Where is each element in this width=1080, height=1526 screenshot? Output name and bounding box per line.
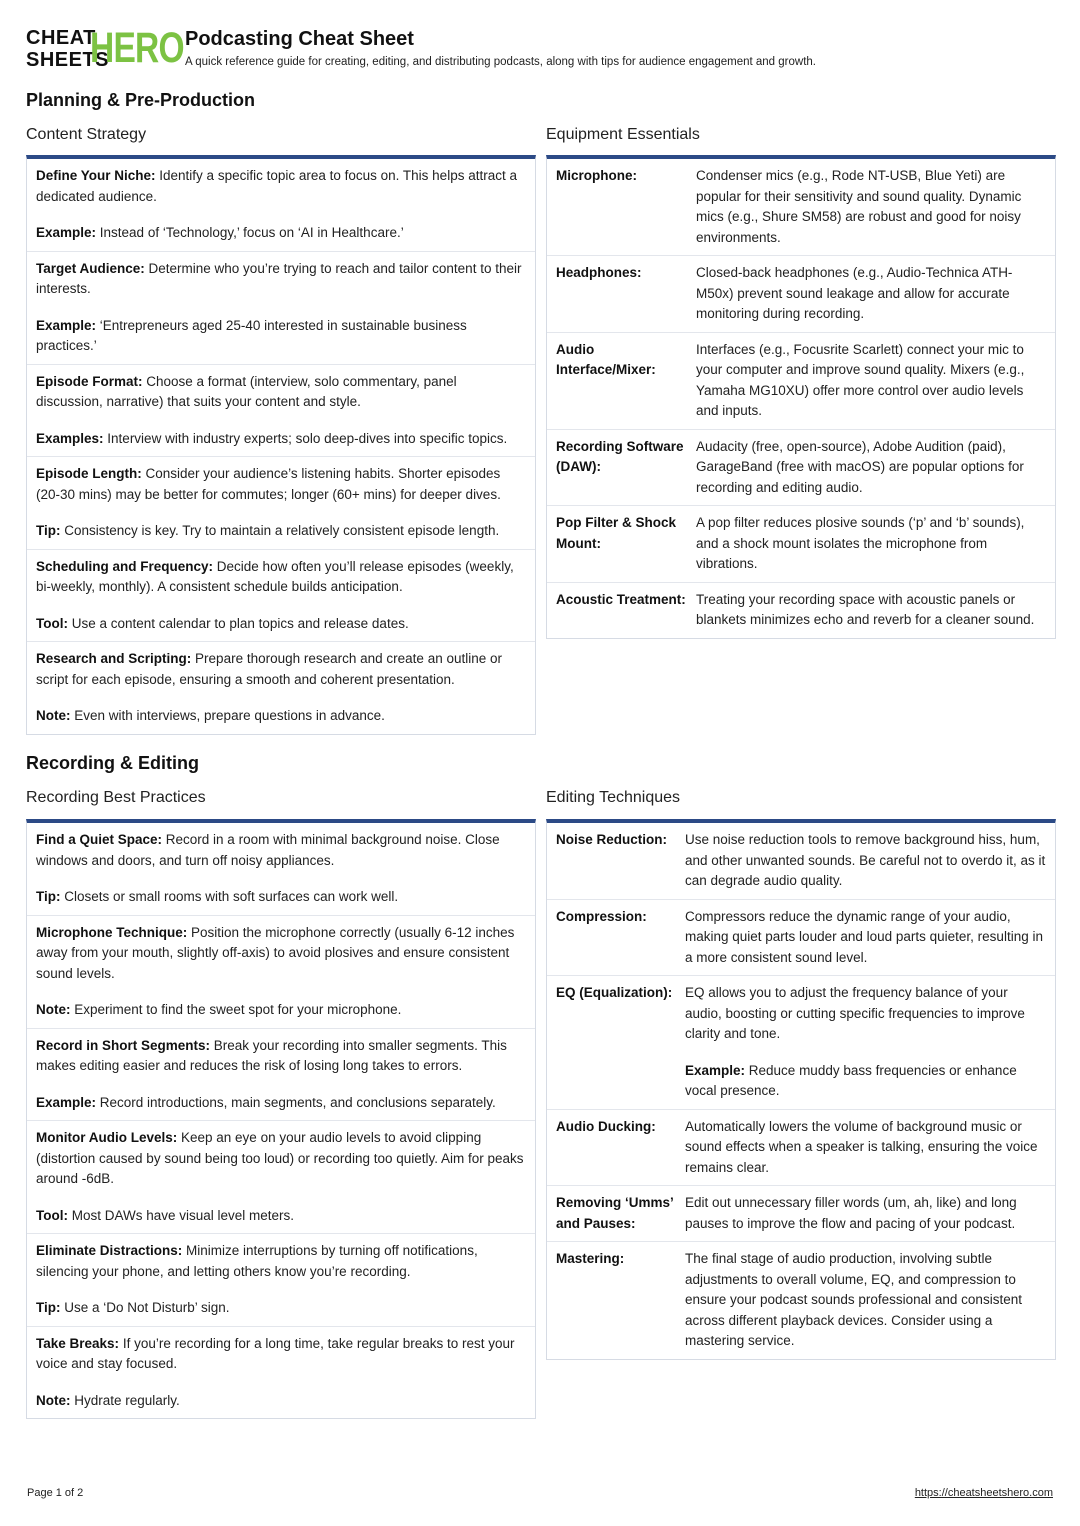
card-equipment — [546, 155, 1056, 639]
logo-hero-text: HERO — [90, 24, 184, 72]
list-item: Eliminate Distractions: Minimize interruptions by turning off notifications, silencing your phone, and letting others know you’re recording. Tip: Use a ‘Do Not Disturb’ sign. — [27, 1234, 535, 1327]
list-item: Monitor Audio Levels: Keep an eye on your audio levels to avoid clipping (distortion caused by sound being too loud) or recording too quietly. Aim for peaks around -6dB. Tool: Most DAWs have visual level meters. — [27, 1121, 535, 1234]
list-item: Microphone Technique: Position the microphone correctly (usually 6-12 inches away from your mouth, slightly off-axis) to avoid plosives and ensure consistent sound levels. Note: Experiment to find the sweet spot for your microphone. — [27, 916, 535, 1029]
list-item: Target Audience: Determine who you’re trying to reach and tailor content to their interests. Example: ‘Entrepreneurs aged 25-40 interested in sustainable business practices.’ — [27, 252, 535, 365]
card-content-strategy — [26, 155, 536, 735]
list-item: Take Breaks: If you’re recording for a long time, take regular breaks to rest your voice and stay focused. Note: Hydrate regularly. — [36, 1335, 515, 1408]
cheatsheetshero-logo[interactable] — [26, 24, 184, 72]
page-number: Page 1 of 2 — [27, 1487, 84, 1499]
table-row: Pop Filter & Shock Mount: A pop filter reduces plosive sounds (‘p’ and ‘b’ sounds), and a shock mount isolates the microphone from vibrations. — [547, 506, 1055, 583]
table-row: Headphones: Closed-back headphones (e.g., Audio-Technica ATH-M50x) prevent sound leakage and allow for accurate monitoring during recording. — [547, 256, 1055, 333]
card-best-practices — [26, 819, 536, 1419]
list-item: Research and Scripting: Prepare thorough research and create an outline or script for each episode, ensuring a smooth and coherent presentation. Note: Even with interviews, prepare questions in advance. — [36, 651, 502, 723]
table-row: Noise Reduction: Use noise reduction tools to remove background hiss, hum, and other unwanted sounds. Be careful not to overdo it, as it can degrade audio quality. — [547, 823, 1055, 900]
site-link[interactable]: https://cheatsheetshero.com — [914, 1487, 1053, 1499]
table-row: Audio Interface/Mixer: Interfaces (e.g., Focusrite Scarlett) connect your mic to your computer and improve sound quality. Mixers (e.g., Yamaha MG10XU) offer more control over audio levels and inputs. — [547, 333, 1055, 430]
card-title-best-practices: Recording Best Practices — [26, 789, 206, 806]
list-item: Define Your Niche: Identify a specific topic area to focus on. This helps attract a dedicated audience. Example: Instead of ‘Technology,’ focus on ‘AI in Healthcare.’ — [27, 159, 535, 252]
list-item: Episode Length: Consider your audience’s listening habits. Shorter episodes (20-30 mins) may be better for commutes; longer (60+ mins) for deeper dives. Tip: Consistency is key. Try to maintain a relatively consistent episode length. — [27, 457, 535, 550]
page-subtitle: A quick reference guide for creating, editing, and distributing podcasts, along with tips for audience engagement and growth. — [185, 56, 816, 68]
table-row: Compression: Compressors reduce the dynamic range of your audio, making quiet parts louder and loud parts quieter, resulting in a more consistent sound level. — [547, 900, 1055, 977]
card-editing — [546, 819, 1056, 1360]
page-title: Podcasting Cheat Sheet — [185, 28, 414, 50]
table-row: Removing ‘Umms’ and Pauses: Edit out unnecessary filler words (um, ah, like) and long pauses to improve the flow and pacing of your podcast. — [547, 1186, 1055, 1242]
list-item: Find a Quiet Space: Record in a room with minimal background noise. Close windows and doors, and turn off noisy appliances. Tip: Closets or small rooms with soft surfaces can work well. — [27, 823, 535, 916]
list-item: Scheduling and Frequency: Decide how often you’ll release episodes (weekly, bi-weekly, monthly). A consistent schedule builds anticipation. Tool: Use a content calendar to plan topics and release dates. — [27, 550, 535, 643]
card-title-content-strategy: Content Strategy — [26, 126, 147, 143]
logo-sheets-text: SHEETS — [26, 49, 110, 71]
card-title-editing: Editing Techniques — [546, 789, 681, 806]
table-row: EQ (Equalization): EQ allows you to adjust the frequency balance of your audio, boosting or cutting specific frequencies to improve clarity and tone. Example: Reduce muddy bass frequencies or enhance vocal presence. — [547, 976, 1055, 1110]
list-item: Record in Short Segments: Break your recording into smaller segments. This makes editing easier and reduces the risk of losing long takes to errors. Example: Record introductions, main segments, and conclusions separately. — [27, 1029, 535, 1122]
table-row: Microphone: Condenser mics (e.g., Rode NT-USB, Blue Yeti) are popular for their sensitivity and sound quality. Dynamic mics (e.g., Shure SM58) are robust and good for noisy environments. — [547, 159, 1055, 256]
table-row: Recording Software (DAW): Audacity (free, open-source), Adobe Audition (paid), GarageBand (free with macOS) are popular options for recording and editing audio. — [547, 430, 1055, 507]
card-title-equipment: Equipment Essentials — [546, 126, 700, 143]
table-row: Mastering: The final stage of audio production, involving subtle adjustments to overall volume, EQ, and compression to ensure your podcast sounds professional and consistent across different playback devices. Consider using a mastering service. — [556, 1251, 1022, 1348]
page-header — [26, 26, 1056, 74]
table-row: Acoustic Treatment: Treating your recording space with acoustic panels or blankets minimizes echo and reverb for a cleaner sound. — [556, 591, 1035, 627]
table-row: Audio Ducking: Automatically lowers the volume of background music or sound effects when a speaker is talking, ensuring the voice remains clear. — [547, 1110, 1055, 1187]
list-item: Episode Format: Choose a format (interview, solo commentary, panel discussion, narrative) that suits your content and style. Examples: Interview with industry experts; solo deep-dives into specific topics. — [27, 365, 535, 458]
section-title-planning: Planning & Pre-Production — [26, 90, 256, 110]
section-title-recording: Recording & Editing — [26, 753, 199, 773]
logo-cheat-text: CHEAT — [26, 27, 96, 49]
